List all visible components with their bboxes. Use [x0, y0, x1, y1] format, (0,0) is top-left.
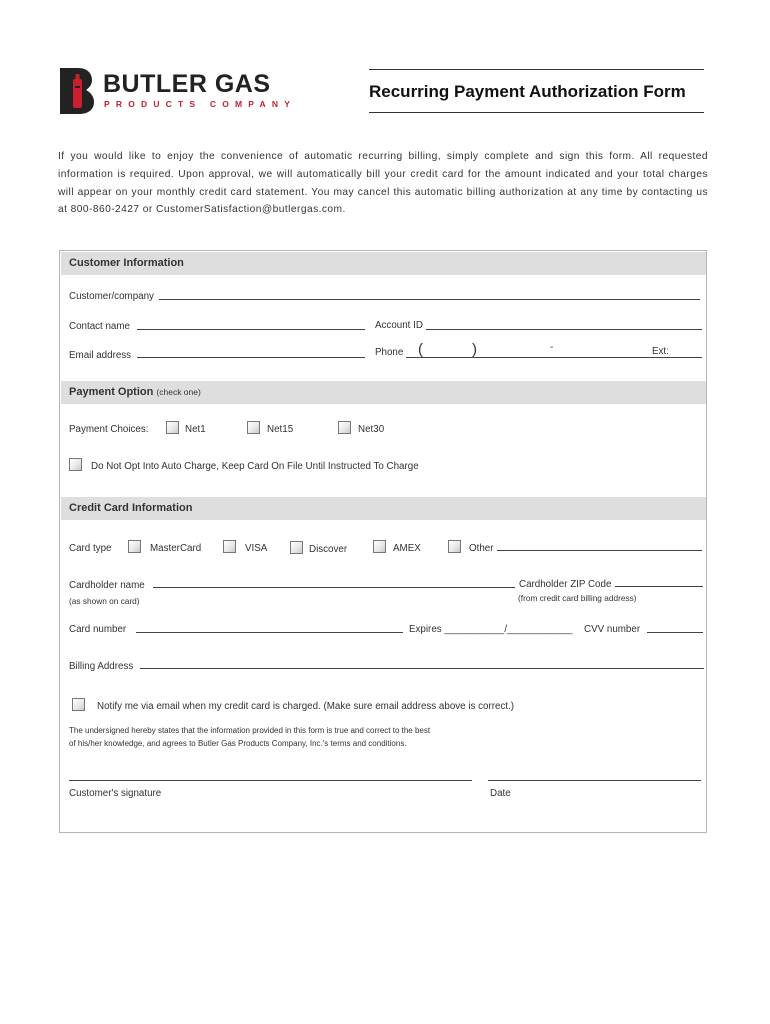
customer-info-header	[61, 252, 706, 275]
billing-address-label: Billing Address	[69, 661, 134, 672]
notify-label: Notify me via email when my credit card is charged. (Make sure email address above is correct.)	[97, 701, 515, 712]
phone-dash: -	[550, 342, 554, 353]
signature-field[interactable]	[69, 780, 472, 781]
zip-note: (from credit card billing address)	[518, 593, 637, 603]
butler-gas-logo	[58, 68, 94, 114]
mastercard-checkbox[interactable]	[128, 540, 141, 553]
title-rule-top	[369, 69, 704, 70]
statement-line-1: The undersigned hereby states that the information provided in this form is true and correct to the best	[69, 726, 431, 735]
net30-label: Net30	[358, 424, 385, 435]
form-title: Recurring Payment Authorization Form	[369, 82, 686, 101]
net1-label: Net1	[185, 424, 206, 435]
signature-label: Customer's signature	[69, 788, 162, 799]
other-checkbox[interactable]	[448, 540, 461, 553]
phone-close-paren: )	[472, 341, 477, 358]
statement-line-2: of his/her knowledge, and agrees to Butler Gas Products Company, Inc.'s terms and conditions.	[69, 739, 407, 748]
mastercard-label: MasterCard	[150, 543, 202, 554]
visa-checkbox[interactable]	[223, 540, 236, 553]
net15-checkbox[interactable]	[247, 421, 260, 434]
cardholder-label: Cardholder name	[69, 580, 145, 591]
cardholder-note: (as shown on card)	[69, 596, 140, 606]
phone-label: Phone	[375, 347, 404, 358]
intro-paragraph: If you would like to enjoy the convenience of automatic recurring billing, simply complete and sign this form. All requested information is required. Upon approval, we will automatically bill your credit card for the amount indicated and your total charges will appear on your monthly credit card statement. You may cancel this automatic billing authorization at any time by contacting us at 800-860-2427 or CustomerSatisfaction@butlergas.com.	[58, 151, 708, 216]
phone-open-paren: (	[418, 341, 423, 358]
card-number-field[interactable]	[136, 632, 403, 633]
amex-label: AMEX	[393, 543, 421, 554]
payment-option-heading	[69, 386, 201, 398]
discover-checkbox[interactable]	[290, 541, 303, 554]
ext-label: Ext:	[652, 346, 669, 357]
no-auto-charge-checkbox[interactable]	[69, 458, 82, 471]
other-field[interactable]	[497, 550, 702, 551]
card-type-label: Card type	[69, 543, 112, 554]
company-label: Customer/company	[69, 291, 154, 302]
payment-option-note: (check one)	[156, 387, 201, 397]
contact-label: Contact name	[69, 321, 130, 332]
credit-card-header	[61, 497, 706, 520]
card-number-label: Card number	[69, 624, 127, 635]
phone-field[interactable]	[406, 357, 702, 358]
date-field[interactable]	[488, 780, 701, 781]
amex-checkbox[interactable]	[373, 540, 386, 553]
company-field[interactable]	[159, 299, 700, 300]
contact-field[interactable]	[137, 329, 365, 330]
cvv-label: CVV number	[584, 624, 641, 635]
net30-checkbox[interactable]	[338, 421, 351, 434]
billing-address-field[interactable]	[140, 668, 704, 669]
payment-choices-label: Payment Choices:	[69, 424, 149, 435]
payment-option-title: Payment Option	[69, 386, 154, 398]
brand-name: BUTLER GAS	[103, 70, 271, 98]
visa-label: VISA	[245, 543, 268, 554]
net1-checkbox[interactable]	[166, 421, 179, 434]
brand-subtitle: PRODUCTS COMPANY	[104, 99, 297, 109]
credit-card-heading: Credit Card Information	[69, 502, 193, 514]
net15-label: Net15	[267, 424, 294, 435]
notify-checkbox[interactable]	[72, 698, 85, 711]
no-auto-charge-label: Do Not Opt Into Auto Charge, Keep Card On File Until Instructed To Charge	[91, 461, 419, 472]
expires-field[interactable]: Expires ___________/____________	[409, 624, 573, 635]
customer-info-heading: Customer Information	[69, 257, 184, 269]
account-label: Account ID	[375, 320, 423, 331]
payment-option-header	[61, 381, 706, 404]
zip-label: Cardholder ZIP Code	[519, 579, 612, 590]
discover-label: Discover	[309, 544, 348, 555]
email-label: Email address	[69, 350, 132, 361]
date-label: Date	[490, 788, 511, 799]
account-field[interactable]	[426, 329, 702, 330]
other-label: Other	[469, 543, 494, 554]
zip-field[interactable]	[615, 586, 703, 587]
cardholder-field[interactable]	[153, 587, 515, 588]
cvv-field[interactable]	[647, 632, 703, 633]
email-field[interactable]	[137, 357, 365, 358]
title-rule-bottom	[369, 112, 704, 113]
